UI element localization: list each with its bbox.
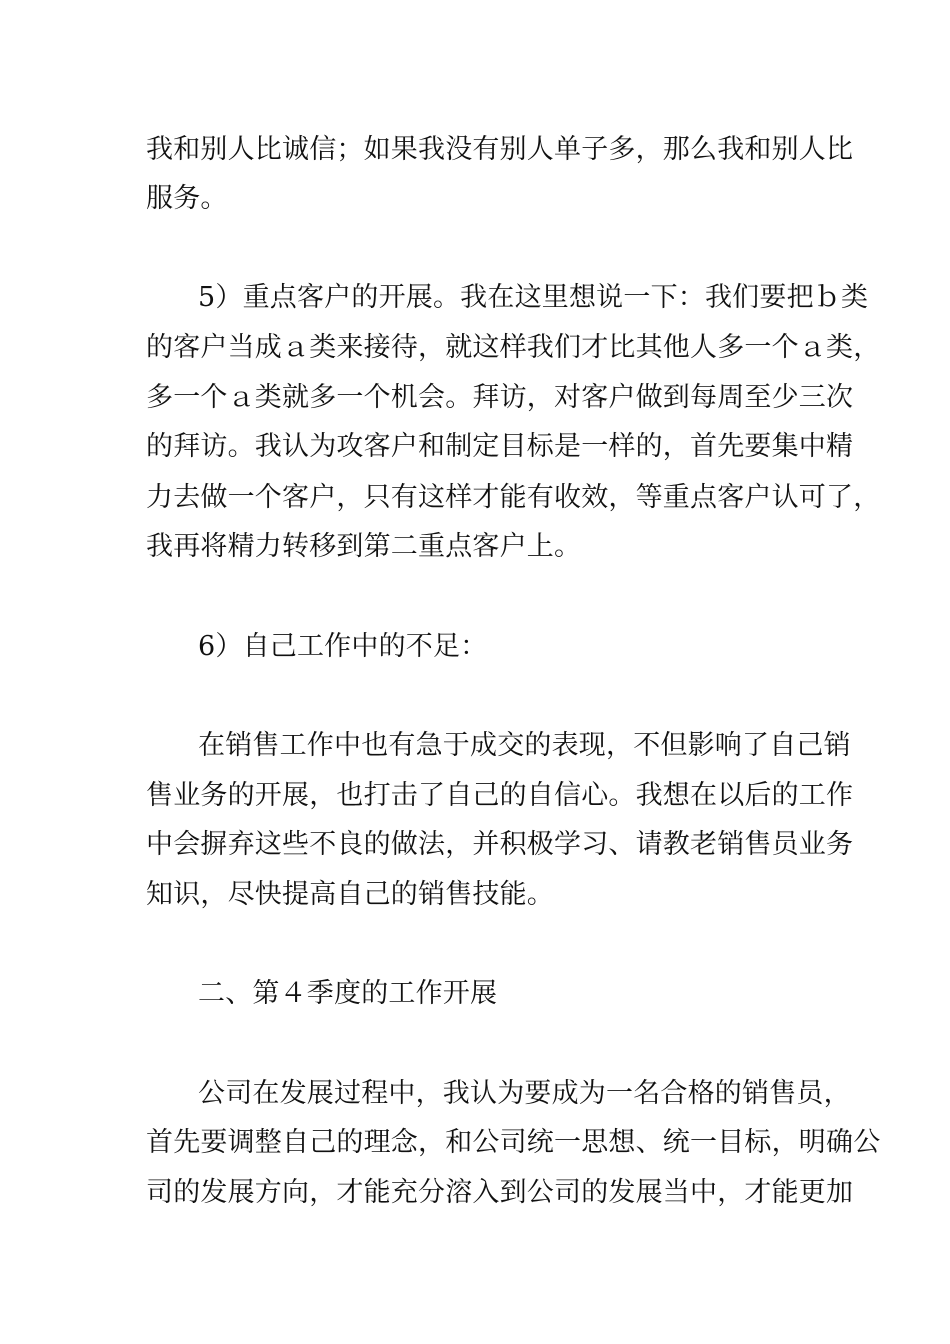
- text-line: 多一个ａ类就多一个机会。拜访，对客户做到每周至少三次: [146, 382, 854, 413]
- text-line: 售业务的开展，也打击了自己的自信心。我想在以后的工作: [146, 780, 854, 811]
- text-line: 的客户当成ａ类来接待，就这样我们才比其他人多一个ａ类，: [146, 332, 881, 363]
- text-line: 5）重点客户的开展。我在这里想说一下：我们要把ｂ类: [198, 282, 869, 313]
- text-line: 司的发展方向，才能充分溶入到公司的发展当中，才能更加: [146, 1177, 854, 1208]
- text-line: 公司在发展过程中，我认为要成为一名合格的销售员，: [198, 1078, 851, 1109]
- text-line: 我和别人比诚信；如果我没有别人单子多，那么我和别人比: [146, 134, 854, 165]
- point-6-heading: 6）自己工作中的不足：: [198, 631, 488, 662]
- text-line: 服务。: [146, 183, 228, 214]
- text-line: 我再将精力转移到第二重点客户上。: [146, 531, 582, 562]
- text-line: 在销售工作中也有急于成交的表现，不但影响了自己销: [198, 730, 851, 761]
- text-line: 中会摒弃这些不良的做法，并积极学习、请教老销售员业务: [146, 829, 854, 860]
- text-line: 知识，尽快提高自己的销售技能。: [146, 879, 554, 910]
- section-2-heading: 二、第４季度的工作开展: [198, 978, 498, 1009]
- text-line: 力去做一个客户，只有这样才能有收效，等重点客户认可了，: [146, 482, 881, 513]
- text-line: 的拜访。我认为攻客户和制定目标是一样的，首先要集中精: [146, 431, 854, 462]
- text-line: 首先要调整自己的理念，和公司统一思想、统一目标，明确公: [146, 1127, 881, 1158]
